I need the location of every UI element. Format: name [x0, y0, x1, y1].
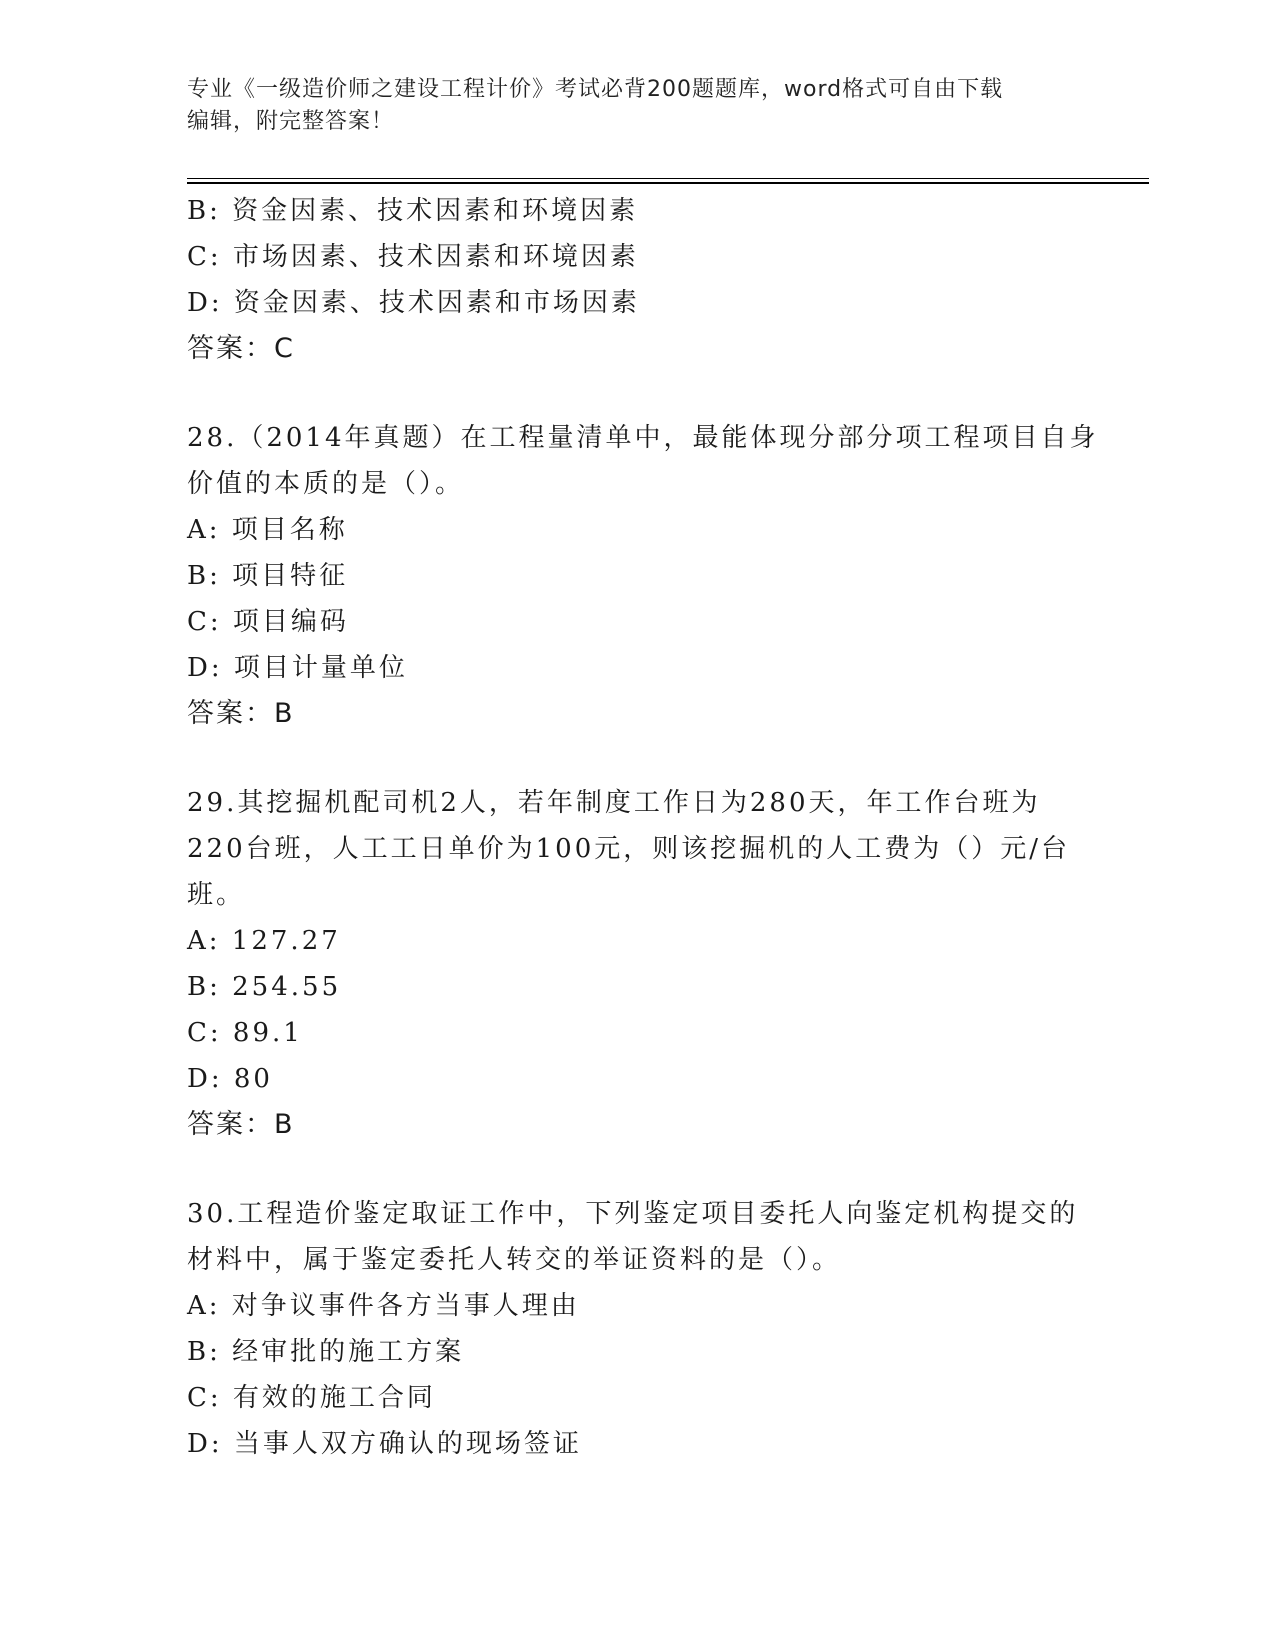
question-stem: 30.工程造价鉴定取证工作中，下列鉴定项目委托人向鉴定机构提交的 — [187, 1199, 1079, 1229]
option-a: A: 项目名称 — [187, 515, 348, 545]
option-d: D: 资金因素、技术因素和市场因素 — [187, 288, 640, 318]
option-d: D: 80 — [187, 1064, 273, 1094]
question-stem-cont: 220台班，人工工日单价为100元，则该挖掘机的人工费为（）元/台 — [187, 834, 1071, 864]
option-b: B: 项目特征 — [187, 561, 349, 591]
header-divider-thin — [187, 178, 1149, 179]
answer: 答案：B — [187, 1109, 295, 1140]
option-a: A: 对争议事件各方当事人理由 — [187, 1291, 580, 1321]
option-d: D: 当事人双方确认的现场签证 — [187, 1429, 582, 1459]
option-b: B: 资金因素、技术因素和环境因素 — [187, 196, 639, 226]
option-b: B: 经审批的施工方案 — [187, 1337, 465, 1367]
document-header — [187, 74, 1087, 138]
option-c: C: 项目编码 — [187, 607, 349, 637]
question-28 — [187, 415, 1099, 737]
question-stem-cont: 材料中，属于鉴定委托人转交的举证资料的是（）。 — [187, 1245, 842, 1275]
question-27 — [187, 188, 1087, 372]
question-stem-cont-2: 班。 — [187, 880, 246, 910]
question-stem-cont: 价值的本质的是（）。 — [187, 469, 465, 499]
header-divider-thick — [187, 182, 1149, 184]
option-c: C: 89.1 — [187, 1018, 303, 1048]
option-a: A: 127.27 — [187, 926, 341, 956]
question-stem: 29.其挖掘机配司机2人，若年制度工作日为280天，年工作台班为 — [187, 788, 1041, 818]
option-b: B: 254.55 — [187, 972, 342, 1002]
header-line-1: 专业《一级造价师之建设工程计价》考试必背200题题库，word格式可自由下载 — [187, 77, 1004, 102]
question-list — [187, 188, 1099, 1467]
question-29 — [187, 780, 1087, 1148]
option-c: C: 有效的施工合同 — [187, 1383, 436, 1413]
answer: 答案：C — [187, 333, 295, 364]
header-line-2: 编辑，附完整答案！ — [187, 109, 395, 134]
question-30 — [187, 1191, 1087, 1467]
option-c: C: 市场因素、技术因素和环境因素 — [187, 242, 639, 272]
answer: 答案：B — [187, 698, 295, 729]
option-d: D: 项目计量单位 — [187, 653, 408, 683]
question-stem: 28.（2014年真题）在工程量清单中，最能体现分部分项工程项目自身 — [187, 423, 1099, 453]
